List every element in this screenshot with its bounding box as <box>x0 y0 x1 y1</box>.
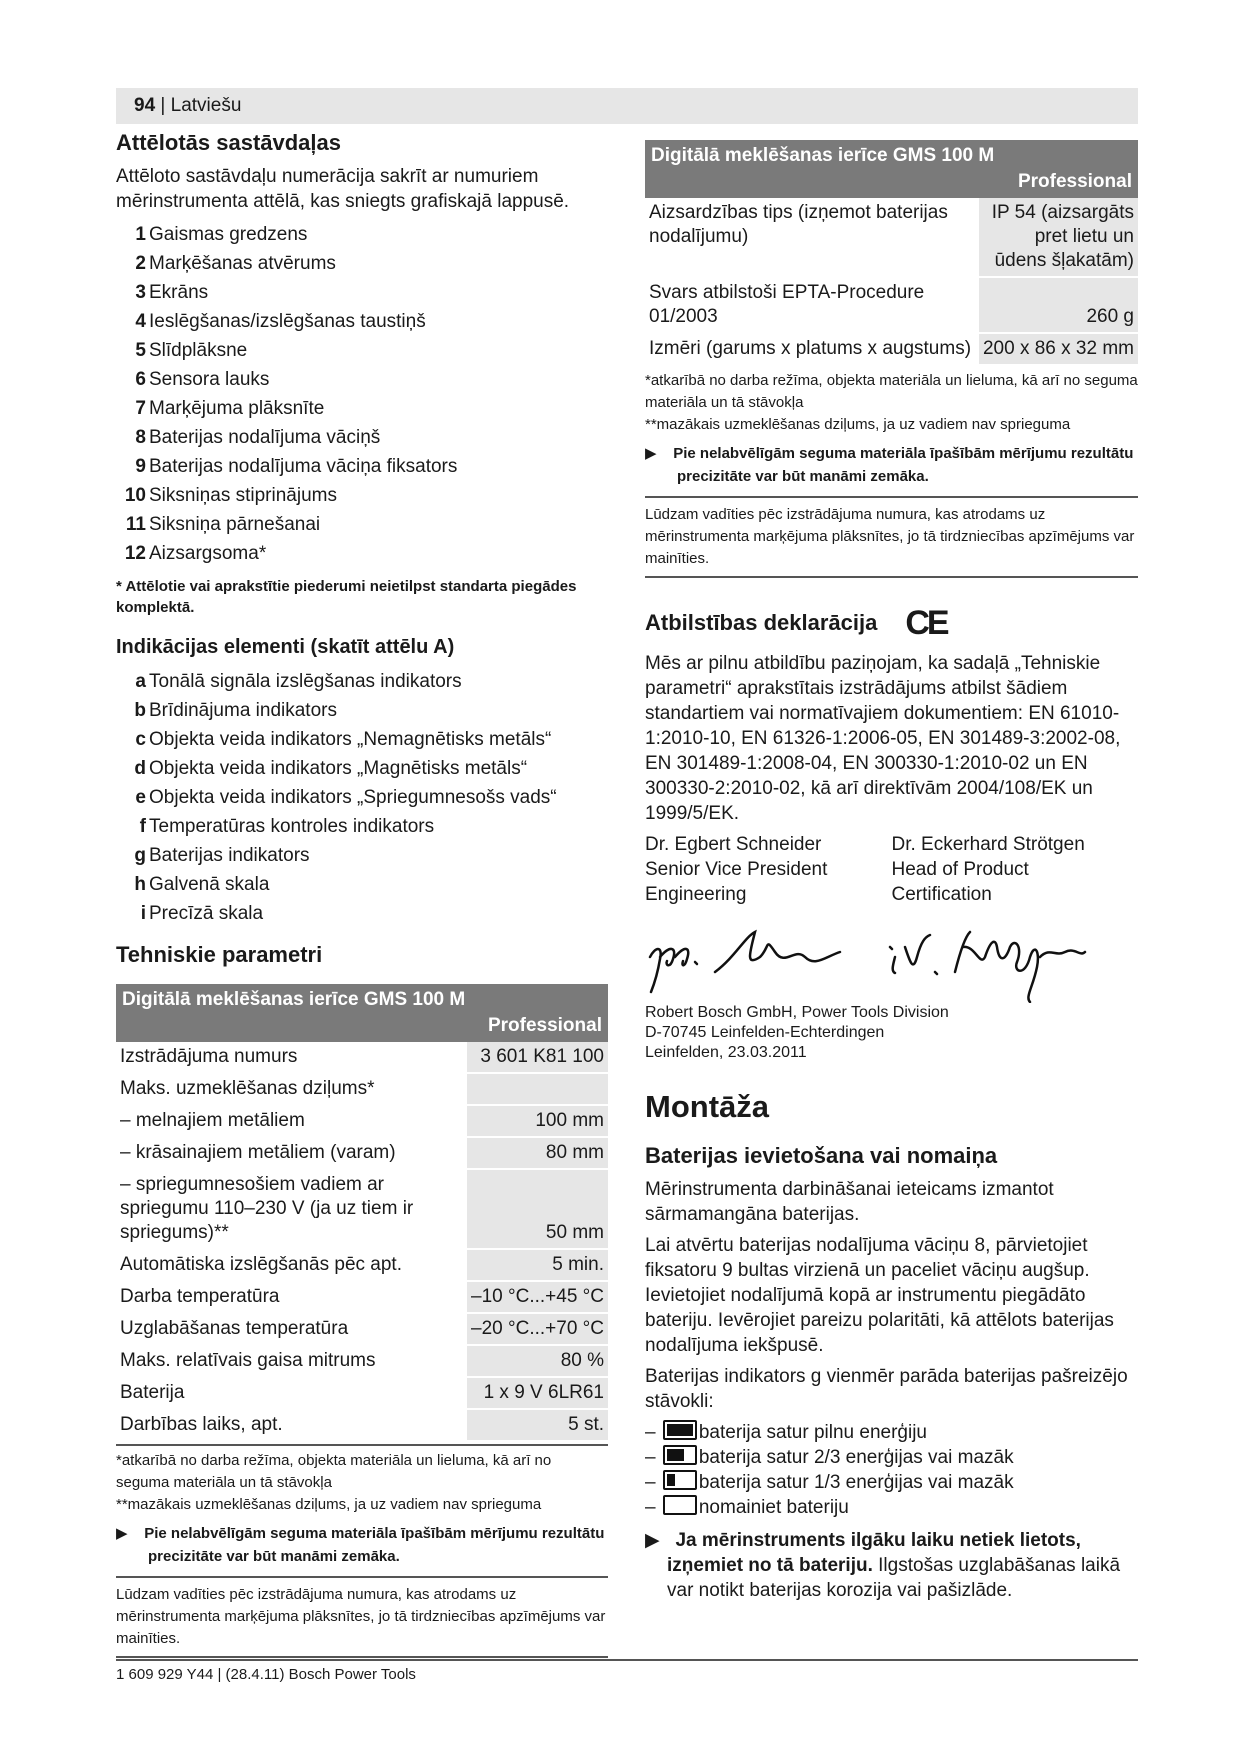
table-cell-value: 260 g <box>979 277 1138 333</box>
table-cell-label: Automātiska izslēgšanās pēc apt. <box>116 1249 467 1281</box>
assembly-subtitle: Baterijas ievietošana vai nomaiņa <box>645 1143 998 1168</box>
signature-2-stroke <box>955 932 1085 1002</box>
indicator-item-label: Temperatūras kontroles indikators <box>149 816 435 837</box>
table-cell-value: IP 54 (aizsargāts pret lietu un ūdens šļakatām) <box>979 198 1138 277</box>
tech-footnote-2: **mazākais uzmeklēšanas dziļums, ja uz vadiem nav sprieguma <box>116 1496 542 1513</box>
component-item-number: 11 <box>125 514 146 535</box>
component-item-label: Marķēšanas atvērums <box>149 253 336 274</box>
components-intro: Attēloto sastāvdaļu numerācija sakrīt ar numuriem mērinstrumenta attēlā, kas sniegts grafiskajā lappusē. <box>116 166 570 212</box>
battery-fill <box>667 1474 676 1486</box>
indicator-item-number: d <box>134 758 146 779</box>
declaration-title-text: Atbilstības deklarācija <box>645 610 878 635</box>
indicator-item <box>116 870 608 899</box>
tech-table-sub: Professional <box>487 1015 602 1036</box>
table-cell-label: Darba temperatūra <box>116 1281 467 1313</box>
table-cell-label: – spriegumnesošiem vadiem ar spriegumu 110–230 V (ja uz tiem ir spriegums)** <box>116 1169 467 1249</box>
tech-notice: Lūdzam vadīties pēc izstrādājuma numura, kas atrodams uz mērinstrumenta marķējuma plāksnītes, jo tā tirdzniecības apzīmējums var mainīties. <box>116 1576 608 1658</box>
signers <box>645 832 1138 907</box>
component-item-number: 10 <box>124 485 146 506</box>
page-number: 94 <box>134 95 156 116</box>
tech2-footnote-1: *atkarībā no darba režīma, objekta materiāla un lieluma, kā arī no seguma materiāla un tā stāvokļa <box>645 372 1138 411</box>
indicator-item-number: i <box>140 903 146 924</box>
signature-2-initial <box>890 935 937 974</box>
tech2-warning-text: Pie nelabvēlīgām seguma materiāla īpašībām mērījumu rezultātu precizitāte var būt manāmi zemāka. <box>673 445 1134 485</box>
indicators-title: Indikācijas elementi (skatīt attēlu A) <box>116 636 455 658</box>
battery-state-item <box>645 1470 1138 1495</box>
component-item-number: 1 <box>135 224 146 245</box>
table-row <box>116 1409 608 1441</box>
signature-1-stroke <box>715 932 840 972</box>
table-cell-value: 5 st. <box>467 1409 608 1441</box>
page-language: | Latviešu <box>160 95 242 116</box>
table-cell-label: Uzglabāšanas temperatūra <box>116 1313 467 1345</box>
assembly-p2: Lai atvērtu baterijas nodalījuma vāciņu 8, pārvietojiet fiksatoru 9 bultas virzienā un paceliet vāciņu augšup. Ievietojiet nodalījumā kopā ar instrumentu piegādāto bateriju. Ievērojiet pareizu polaritāti, kā attēlots baterijas nodalījuma iekšpusē. <box>645 1235 1114 1356</box>
signature-1-initial <box>650 949 697 992</box>
table-row <box>645 277 1138 333</box>
tech2-footnote-2: **mazākais uzmeklēšanas dziļums, ja uz vadiem nav sprieguma <box>645 416 1071 433</box>
left-column <box>116 130 608 1658</box>
table-row <box>116 1169 608 1249</box>
indicator-item-label: Precīzā skala <box>149 903 264 924</box>
indicator-item-label: Objekta veida indikators „Magnētisks metāls“ <box>149 758 528 779</box>
component-item-label: Siksniņa pārnešanai <box>149 514 321 535</box>
signature-image <box>645 917 1138 1003</box>
table-cell-label: Aizsardzības tips (izņemot baterijas nodalījumu) <box>645 198 979 277</box>
tech-warning-text: Pie nelabvēlīgām seguma materiāla īpašībām mērījumu rezultātu precizitāte var būt manāmi zemāka. <box>144 1525 605 1565</box>
signer-1-dept: Engineering <box>645 884 747 905</box>
footer: 1 609 929 Y44 | (28.4.11) Bosch Power Tools <box>116 1666 416 1683</box>
component-item-number: 9 <box>135 456 146 477</box>
tech-footnote-1: *atkarībā no darba režīma, objekta materiāla un lieluma, kā arī no seguma materiāla un tā stāvokļa <box>116 1452 552 1491</box>
battery-states <box>645 1420 1138 1520</box>
table-cell-label: Svars atbilstoši EPTA-Procedure 01/2003 <box>645 277 979 333</box>
table-cell-label: Darbības laiks, apt. <box>116 1409 467 1441</box>
components-note: * Attēlotie vai aprakstītie piederumi neietilpst standarta piegādes komplektā. <box>116 578 577 616</box>
battery-state-item <box>645 1445 1138 1470</box>
battery-state-text: baterija satur 1/3 enerģijas vai mazāk <box>698 1472 1014 1493</box>
signatures <box>645 917 1138 1003</box>
component-item <box>116 510 608 539</box>
component-item <box>116 365 608 394</box>
component-item-number: 2 <box>135 253 146 274</box>
component-item <box>116 336 608 365</box>
indicator-item <box>116 783 608 812</box>
table-row <box>116 1073 608 1105</box>
indicator-item-number: b <box>134 700 146 721</box>
table-cell-value: 5 min. <box>467 1249 608 1281</box>
indicator-item-number: c <box>135 729 146 750</box>
component-item-label: Baterijas nodalījuma vāciņš <box>149 427 381 448</box>
battery-fill <box>667 1424 693 1436</box>
component-item <box>116 423 608 452</box>
component-item-label: Slīdplāksne <box>149 340 248 361</box>
table-row <box>116 1249 608 1281</box>
signer-2 <box>892 832 1139 907</box>
indicators-list <box>116 667 608 928</box>
indicator-item-label: Baterijas indikators <box>149 845 310 866</box>
table-cell-label: Maks. relatīvais gaisa mitrums <box>116 1345 467 1377</box>
table-cell-label: Maks. uzmeklēšanas dziļums* <box>116 1073 467 1105</box>
battery-state-text: nomainiet bateriju <box>698 1497 849 1518</box>
assembly-warning-bold: Ja mērinstruments ilgāku laiku netiek lietots, izņemiet no tā bateriju. <box>667 1530 1081 1576</box>
indicator-item <box>116 725 608 754</box>
component-item-label: Ekrāns <box>149 282 209 303</box>
battery-state-text: baterija satur 2/3 enerģijas vai mazāk <box>698 1447 1014 1468</box>
table-cell-label: Baterija <box>116 1377 467 1409</box>
indicator-item-label: Tonālā signāla izslēgšanas indikators <box>149 671 462 692</box>
component-item <box>116 278 608 307</box>
components-title: Attēlotās sastāvdaļas <box>116 130 341 155</box>
battery-state-item <box>645 1420 1138 1445</box>
table-row <box>116 1281 608 1313</box>
component-item <box>116 249 608 278</box>
tech2-table <box>645 140 1138 366</box>
signer-1 <box>645 832 892 907</box>
indicator-item-number: f <box>139 816 146 837</box>
table-row <box>645 333 1138 365</box>
table-cell-value: 3 601 K81 100 <box>467 1042 608 1073</box>
table-cell-value: 200 x 86 x 32 mm <box>979 333 1138 365</box>
page-header <box>116 88 1138 124</box>
table-cell-label: Izstrādājuma numurs <box>116 1042 467 1073</box>
signer-1-name: Dr. Egbert Schneider <box>645 834 822 855</box>
component-item-label: Aizsargsoma* <box>149 543 267 564</box>
battery-state-item <box>645 1495 1138 1520</box>
component-item-number: 4 <box>135 311 146 332</box>
table-row <box>116 1345 608 1377</box>
tech2-warning: ▶ Pie nelabvēlīgām seguma materiāla īpašībām mērījumu rezultātu precizitāte var būt manāmi zemāka. <box>645 445 1134 485</box>
table-cell-value <box>467 1073 608 1105</box>
component-item-number: 7 <box>135 398 146 419</box>
tech2-table-sub: Professional <box>1017 171 1132 192</box>
table-cell-label: – krāsainajiem metāliem (varam) <box>116 1137 467 1169</box>
table-cell-value: 100 mm <box>467 1105 608 1137</box>
component-item-label: Siksniņas stiprinājums <box>149 485 337 506</box>
ce-mark-icon: CE <box>905 604 947 642</box>
component-item-number: 8 <box>135 427 146 448</box>
company-name: Robert Bosch GmbH, Power Tools Division <box>645 1004 949 1021</box>
table-cell-value: –10 °C...+45 °C <box>467 1281 608 1313</box>
assembly-title: Montāža <box>645 1089 769 1124</box>
battery-icon <box>663 1495 697 1515</box>
table-cell-value: 80 mm <box>467 1137 608 1169</box>
component-item-label: Marķējuma plāksnīte <box>149 398 325 419</box>
component-item-label: Sensora lauks <box>149 369 270 390</box>
indicator-item <box>116 696 608 725</box>
table-row <box>116 1105 608 1137</box>
assembly-warning: ▶ Ja mērinstruments ilgāku laiku netiek lietots, izņemiet no tā bateriju. Ilgstošas uzglabāšanas laikā var notikt baterijas korozija vai pašizlāde. <box>645 1530 1121 1601</box>
table-row <box>116 1042 608 1073</box>
battery-icon <box>663 1420 697 1440</box>
indicator-item-label: Brīdinājuma indikators <box>149 700 337 721</box>
assembly-p1: Mērinstrumenta darbināšanai ieteicams izmantot sārmamangāna baterijas. <box>645 1179 1054 1225</box>
battery-icon <box>663 1470 697 1490</box>
place-date: Leinfelden, 23.03.2011 <box>645 1044 807 1061</box>
component-item-number: 6 <box>135 369 146 390</box>
footer-divider <box>116 1659 1138 1661</box>
components-list <box>116 220 608 568</box>
table-cell-label: – melnajiem metāliem <box>116 1105 467 1137</box>
table-cell-value: 80 % <box>467 1345 608 1377</box>
component-item <box>116 394 608 423</box>
component-item-label: Ieslēgšanas/izslēgšanas taustiņš <box>149 311 426 332</box>
table-row <box>645 198 1138 277</box>
tech-title: Tehniskie parametri <box>116 942 323 967</box>
indicator-item-label: Galvenā skala <box>149 874 270 895</box>
component-item <box>116 307 608 336</box>
signer-2-name: Dr. Eckerhard Strötgen <box>891 834 1085 855</box>
declaration-title <box>645 604 1138 643</box>
tech-table-title: Digitālā meklēšanas ierīce GMS 100 M <box>122 989 466 1010</box>
indicator-item <box>116 899 608 928</box>
component-item-number: 3 <box>135 282 146 303</box>
tech-warning: ▶ Pie nelabvēlīgām seguma materiāla īpašībām mērījumu rezultātu precizitāte var būt manāmi zemāka. <box>116 1525 605 1565</box>
company-address <box>645 1003 1138 1063</box>
indicator-item-label: Objekta veida indikators „Nemagnētisks metāls“ <box>149 729 552 750</box>
table-cell-value: 1 x 9 V 6LR61 <box>467 1377 608 1409</box>
table-row <box>116 1377 608 1409</box>
table-cell-value: 50 mm <box>467 1169 608 1249</box>
indicator-item <box>116 754 608 783</box>
assembly-p3: Baterijas indikators g vienmēr parāda baterijas pašreizējo stāvokli: <box>645 1366 1128 1412</box>
tech-table-header <box>116 984 608 1042</box>
table-row <box>116 1137 608 1169</box>
component-item <box>116 220 608 249</box>
indicator-item-number: e <box>135 787 146 808</box>
assembly-warning-rest: Ilgstošas uzglabāšanas laikā var notikt baterijas korozija vai pašizlāde. <box>667 1555 1121 1601</box>
tech-table <box>116 984 608 1442</box>
component-item-label: Baterijas nodalījuma vāciņa fiksators <box>149 456 458 477</box>
indicator-item <box>116 841 608 870</box>
tech2-table-header <box>645 140 1138 198</box>
indicator-item-label: Objekta veida indikators „Spriegumnesošs vads“ <box>149 787 557 808</box>
component-item-number: 5 <box>135 340 146 361</box>
signer-1-role: Senior Vice President <box>645 859 828 880</box>
component-item <box>116 452 608 481</box>
indicator-item-number: g <box>134 845 146 866</box>
component-item-number: 12 <box>124 543 146 564</box>
signer-2-role: Head of Product <box>891 859 1029 880</box>
battery-icon <box>663 1445 697 1465</box>
indicator-item-number: h <box>134 874 146 895</box>
battery-fill <box>667 1449 684 1461</box>
right-column <box>645 140 1138 1603</box>
tech2-notice: Lūdzam vadīties pēc izstrādājuma numura, kas atrodams uz mērinstrumenta marķējuma plāksnītes, jo tā tirdzniecības apzīmējums var mainīties. <box>645 496 1138 578</box>
company-city: D-70745 Leinfelden-Echterdingen <box>645 1024 885 1041</box>
component-item <box>116 539 608 568</box>
battery-state-text: baterija satur pilnu enerģiju <box>698 1422 927 1443</box>
table-cell-value: –20 °C...+70 °C <box>467 1313 608 1345</box>
component-item <box>116 481 608 510</box>
declaration-text: Mēs ar pilnu atbildību paziņojam, ka sadaļā „Tehniskie parametri“ aprakstītais izstrādājums atbilst šādiem standartiem vai normatīvajiem dokumentiem: EN 61010-1:2010-10, EN 61326-1:2006-05, EN 301489-3:2002-08, EN 301489-1:2008-04, EN 300330-1:2010-02 un EN 300330-2:2010-02, kā arī direktīvām 2004/108/EK un 1999/5/EK. <box>645 653 1121 824</box>
indicator-item <box>116 667 608 696</box>
table-row <box>116 1313 608 1345</box>
table-cell-label: Izmēri (garums x platums x augstums) <box>645 333 979 365</box>
component-item-label: Gaismas gredzens <box>149 224 308 245</box>
indicator-item <box>116 812 608 841</box>
signer-2-dept: Certification <box>891 884 992 905</box>
indicator-item-number: a <box>135 671 146 692</box>
tech2-table-title: Digitālā meklēšanas ierīce GMS 100 M <box>651 145 995 166</box>
